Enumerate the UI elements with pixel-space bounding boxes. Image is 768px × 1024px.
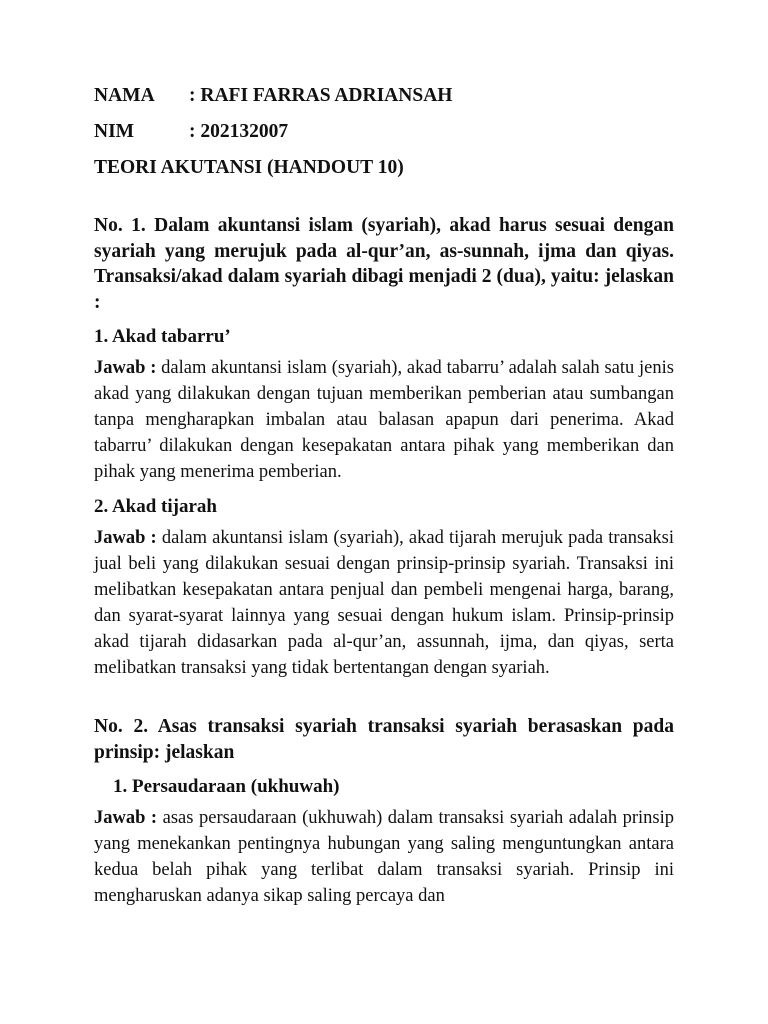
answer-text: asas persaudaraan (ukhuwah) dalam transaksi syariah adalah prinsip yang menekankan pentingnya hubungan yang saling menguntungkan antara kedua belah pihak yang terlibat dalam transaksi syariah. Prinsip ini mengharuskan adanya sikap saling percaya dan bbox=[94, 808, 675, 906]
answer-text: dalam akuntansi islam (syariah), akad tabarru’ adalah salah satu jenis akad yang dilakukan dengan tujuan memberikan pemberian atau sumbangan tanpa mengharapkan imbalan atau balasan apapun dari penerima. Akad tabarru’ dilakukan dengan kesepakatan antara pihak yang memberikan dan pihak yang menerima pemberian. bbox=[94, 358, 674, 482]
name-label: NAMA bbox=[94, 85, 155, 106]
name-value: : RAFI FARRAS ADRIANSAH bbox=[189, 85, 453, 106]
q1-item-1-answer bbox=[94, 355, 674, 485]
q1-item-2-heading: 2. Akad tijarah bbox=[94, 496, 217, 517]
name-line bbox=[94, 83, 674, 108]
question-2: No. 2. Asas transaksi syariah transaksi syariah berasaskan pada prinsip: jelaskan bbox=[94, 716, 674, 763]
nim-value: : 202132007 bbox=[189, 121, 289, 142]
question-1: No. 1. Dalam akuntansi islam (syariah), akad harus sesuai dengan syariah yang merujuk pada al-qur’an, as-sunnah, ijma dan qiyas. Transaksi/akad dalam syariah dibagi menjadi 2 (dua), yaitu: jelaskan : bbox=[94, 215, 674, 313]
q1-item-1-heading: 1. Akad tabarru’ bbox=[94, 326, 231, 347]
nim-label: NIM bbox=[94, 121, 135, 142]
jawab-label: Jawab : bbox=[94, 528, 157, 548]
q2-item-1-heading: 1. Persaudaraan (ukhuwah) bbox=[113, 776, 340, 797]
q1-item-2-answer bbox=[94, 525, 674, 681]
nim-line bbox=[94, 119, 674, 144]
jawab-label: Jawab : bbox=[94, 808, 158, 828]
answer-text: dalam akuntansi islam (syariah), akad tijarah merujuk pada transaksi jual beli yang dilakukan sesuai dengan prinsip-prinsip syariah. Transaksi ini melibatkan kesepakatan antara penjual dan pembeli mengenai harga, barang, dan syarat-syarat lainnya yang sesuai dengan hukum islam. Prinsip-prinsip akad tijarah didasarkan pada al-qur’an, assunnah, ijma, dan qiyas, serta melibatkan transaksi yang tidak bertentangan dengan syariah. bbox=[94, 528, 674, 678]
document-title: TEORI AKUTANSI (HANDOUT 10) bbox=[94, 157, 404, 178]
q2-item-1-answer bbox=[94, 805, 674, 909]
jawab-label: Jawab : bbox=[94, 358, 157, 378]
